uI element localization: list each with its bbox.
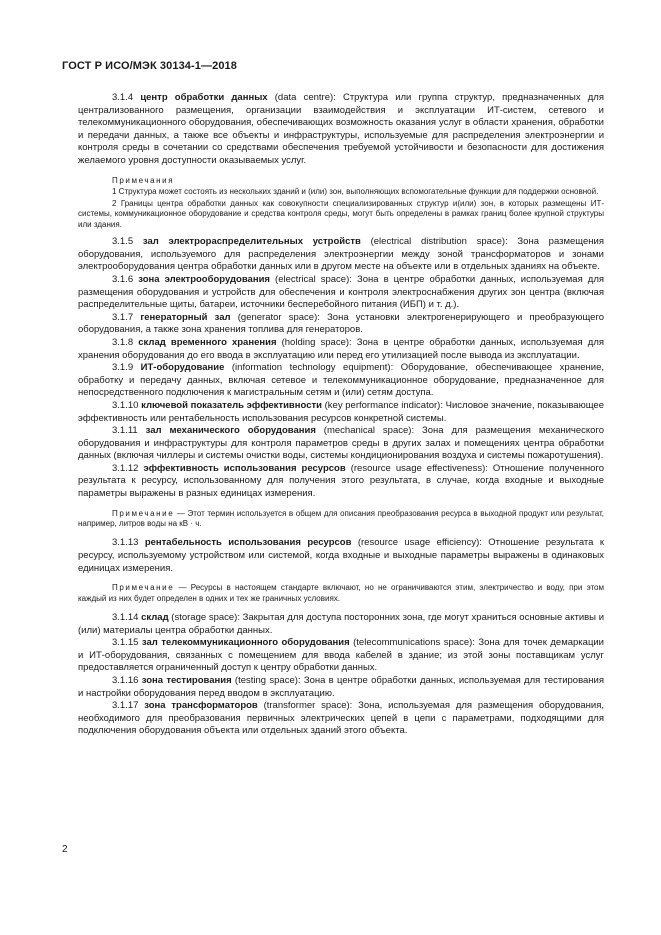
term-name: склад [141, 612, 169, 624]
definition-3-1-17 [78, 700, 604, 738]
note-2: 2 Границы центра обработки данных как совокупности специализированных структур и(или) зон, в которых размещены ИТ-системы, коммуникационное оборудование и средства контроля среды, могут быть определены в рамках границ более крупной структуры или здания. [78, 198, 604, 229]
definition-3-1-15 [78, 637, 604, 675]
term-name: ключевой показатель эффективности [141, 399, 322, 411]
term-name: зона электрооборудования [138, 273, 270, 285]
definition-3-1-10 [78, 400, 604, 425]
term-number: 3.1.12 [112, 462, 139, 474]
page-number: 2 [62, 844, 68, 855]
definition-3-1-11 [78, 425, 604, 463]
document-header: ГОСТ Р ИСО/МЭК 30134-1—2018 [62, 60, 237, 72]
term-definition: (telecommunications space): Зона для точек демаркации и ИТ-оборудования, связанных с помещением для ввода кабелей в здание; из этой зоны поставщикам услуг предоставляется ограниченный доступ к центру обработки данных. [78, 637, 604, 674]
term-number: 3.1.10 [112, 399, 139, 411]
term-number: 3.1.5 [112, 236, 134, 248]
definition-3-1-16 [78, 675, 604, 700]
note-label: Примечание [112, 583, 175, 593]
term-definition: (resource usage efficiency): Отношение результата к ресурсу, используемому устройством или системой, когда входные и выходные параметры выражены в одинаковых единицах измерения. [78, 537, 604, 574]
term-definition: (resource usage effectiveness): Отношение полученного результата к ресурсу, использованному для получения этого результата, в случае, когда входные и выходные параметры выражены в разных единицах измерения. [78, 462, 605, 500]
note-label: Примечание [112, 508, 175, 518]
definition-3-1-13 [78, 537, 604, 575]
term-name: центр обработки данных [140, 92, 268, 103]
definition-3-1-7 [78, 312, 604, 337]
term-definition: (key performance indicator): Числовое значение, показывающее эффективность или рентабельность использования ресурсов конкретной системы. [78, 399, 604, 424]
document-body [78, 92, 604, 738]
term-definition: (transformer space): Зона, используемая для размещения оборудования, необходимого для преобразования первичных электрических цепей в цепи с параметрами, подходящими для подключения оборудования объекта или отдельных зданий этого объекта. [78, 700, 605, 737]
term-number: 3.1.9 [112, 362, 134, 374]
term-name: генераторный зал [140, 311, 231, 323]
definition-3-1-8 [78, 337, 604, 362]
term-name: зона трансформаторов [144, 700, 258, 712]
note-3-1-12 [78, 509, 604, 530]
term-definition: (electrical distribution space): Зона размещения оборудования, используемого для распределения электроэнергии между зоной трансформаторов и зонами электрооборудования центра обработки данных или в другом месте на объекте или в отдельных зданиях на объекте. [78, 236, 605, 273]
term-name: эффективность использования ресурсов [143, 462, 346, 474]
note-3-1-13 [78, 583, 604, 604]
definition-3-1-5 [78, 236, 604, 274]
note-1: 1 Структура может состоять из нескольких зданий и (или) зон, выполняющих вспомогательные функции для поддержки основной. [112, 186, 599, 196]
term-number: 3.1.8 [112, 336, 134, 348]
definition-3-1-14 [78, 612, 604, 637]
term-definition: (information technology equipment): Оборудование, обеспечивающее хранение, обработку и передачу данных, включая сетевое и телекоммуникационное оборудование, предназначенное для непосредственного подключения к магистральным сетям и (или) сетям доступа. [78, 362, 604, 399]
term-name: зал электрораспределительных устройств [142, 236, 361, 248]
term-definition: (data centre): Структура или группа структур, предназначенных для централизованного размещения, организации взаимодействия и эксплуатации ИТ-систем, сетевого и телекоммуникационного оборудования, обеспечивающих возможность оказания услуг в области хранения, обработки и передачи данных, а также все объекты и инфраструктуры, используемые для распределения электроэнергии и контроля среды в сочетании со средствами обеспечения требуемой устойчивости и безопасности для достижения желаемого уровня доступности оказываемых услуг. [78, 92, 604, 166]
term-name: зал механического оборудования [145, 425, 316, 437]
term-definition: (testing space): Зона в центре обработки данных, используемая для тестирования и настройки оборудования перед вводом в эксплуатацию. [78, 675, 604, 699]
definition-3-1-9 [78, 362, 604, 400]
term-number: 3.1.15 [112, 637, 139, 649]
term-number: 3.1.16 [112, 675, 139, 687]
term-number: 3.1.13 [112, 537, 139, 549]
term-number: 3.1.6 [112, 273, 134, 285]
term-name: ИТ-оборудование [140, 362, 225, 374]
term-number: 3.1.7 [112, 311, 134, 323]
term-name: склад временного хранения [138, 336, 277, 348]
definition-3-1-12 [78, 463, 604, 501]
term-number: 3.1.14 [112, 612, 139, 624]
term-number: 3.1.11 [112, 425, 138, 437]
note-text: — Ресурсы в настоящем стандарте включают, но не ограничиваются этим, электричество и воду, при этом каждый из них будет определен в одних и тех же граничных условиях. [78, 583, 604, 603]
term-name: рентабельность использования ресурсов [144, 537, 352, 549]
term-definition: (storage space): Закрытая для доступа посторонних зона, где могут храниться основные активы и (или) материалы центра обработки данных. [78, 612, 604, 636]
term-definition: (holding space): Зона в центре обработки данных, используемая для хранения оборудования до его ввода в эксплуатацию или перед его утилизацией после вывода из эксплуатации. [78, 336, 605, 361]
definition-3-1-4 [78, 92, 604, 168]
term-definition: (mechanical space): Зона для размещения механического оборудования и инфраструктуры для контроля параметров среды в других залах и помещениях центра обработки данных (включая чиллеры и системы очистки воды, системы кондиционирования воздуха и системы пожаротушения). [78, 425, 604, 462]
notes-title: Примечания [112, 175, 175, 185]
term-definition: (generator space): Зона установки электрогенерирующего и преобразующего оборудования, а также зона хранения топлива для генераторов. [78, 311, 604, 336]
term-number: 3.1.17 [112, 700, 139, 712]
term-definition: (electrical space): Зона в центре обработки данных, используемая для размещения оборудования и устройств для обеспечения и контроля электроснабжения других зон центра (включая распределительные щиты, батареи, источники бесперебойного питания (ИБП) и т. д.). [78, 273, 605, 311]
term-number: 3.1.4 [112, 92, 134, 103]
definition-3-1-6 [78, 274, 604, 312]
term-name: зона тестирования [141, 675, 232, 687]
term-name: зал телекоммуникационного оборудования [141, 637, 350, 649]
note-text: — Этот термин используется в общем для описания преобразования ресурса в выходной продукт или результат, например, литров воды на кВ · ч. [78, 508, 604, 529]
